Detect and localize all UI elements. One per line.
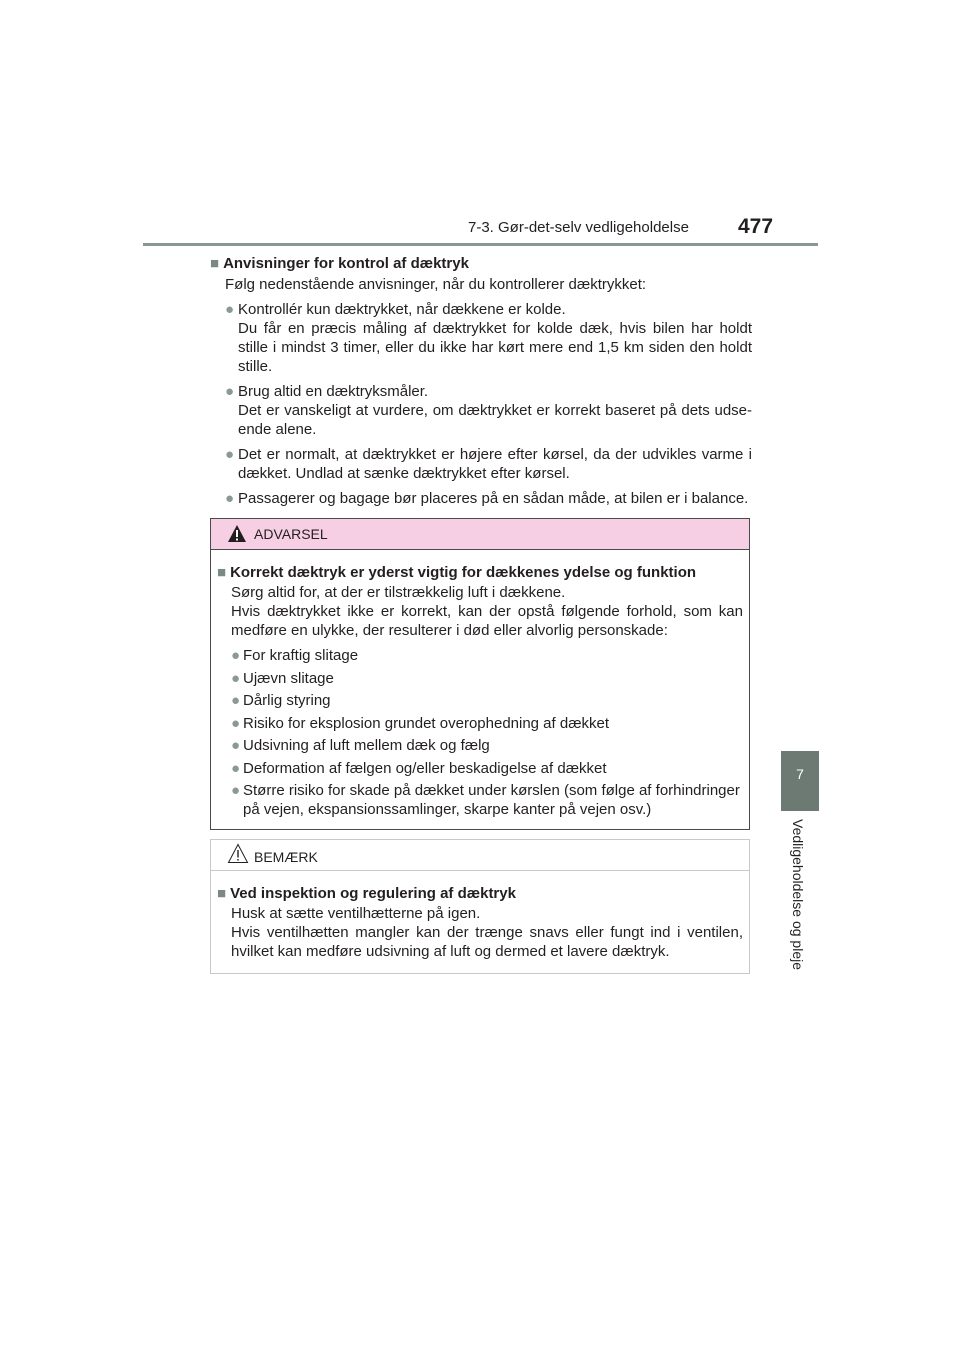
main-bullet-list	[210, 300, 752, 508]
warning-item-text: Dårlig styring	[243, 692, 331, 709]
list-item	[217, 646, 743, 665]
note-title: BEMÆRK	[254, 849, 318, 865]
page-number: 477	[738, 215, 774, 238]
chapter-number: 7	[796, 766, 804, 782]
bullet-dot-icon: ●	[231, 714, 241, 732]
bullet-dot-icon: ●	[231, 647, 241, 664]
bullet-line-1: Passagerer og bagage bør placeres på en sådan måde, at bilen er i balance.	[238, 490, 749, 507]
section-title: 7-3. Gør-det-selv vedligeholdelse	[468, 219, 689, 236]
warning-heading	[217, 563, 743, 582]
note-text-line-2: Hvis ventilhætten mangler kan der trænge snavs eller fungt ind i ventilen, hvilket kan medføre udsivning af luft og dermed et lavere dæktryk.	[231, 924, 743, 960]
warning-triangle-icon	[227, 524, 247, 543]
note-header	[211, 840, 749, 871]
bullet-dot-icon: ●	[231, 737, 241, 754]
header-rule	[143, 243, 818, 246]
warning-title: ADVARSEL	[254, 526, 328, 542]
warning-box	[210, 518, 750, 830]
note-box	[210, 839, 750, 974]
main-content	[210, 254, 752, 514]
square-marker-icon: ■	[217, 885, 227, 902]
warning-item-text: Udsivning af luft mellem dæk og fælg	[243, 737, 490, 754]
caution-triangle-icon	[227, 843, 249, 864]
warning-body	[211, 550, 749, 819]
note-text-line-1: Husk at sætte ventilhætterne på igen.	[231, 905, 481, 922]
list-item	[210, 300, 752, 376]
bullet-dot-icon: ●	[225, 446, 235, 463]
list-item	[217, 714, 743, 733]
bullet-line-2: Du får en præcis måling af dæktrykket for kolde dæk, hvis bilen har holdt stille i mindst 3 timer, eller du ikke har kørt mere end 1,5 km siden den holdt stille.	[238, 320, 752, 375]
warning-text	[217, 583, 743, 640]
note-text	[217, 904, 743, 961]
warning-bullet-list	[217, 646, 743, 819]
square-marker-icon: ■	[217, 564, 227, 581]
list-item	[210, 382, 752, 439]
bullet-line-1: Brug altid en dæktryksmåler.	[238, 383, 429, 400]
note-heading	[217, 884, 743, 903]
main-heading	[210, 254, 752, 273]
list-item	[217, 669, 743, 688]
warning-header	[211, 519, 749, 550]
list-item	[217, 736, 743, 755]
note-heading-text: Ved inspektion og regulering af dæktryk	[230, 885, 516, 902]
warning-heading-text: Korrekt dæktryk er yderst vigtig for dækkenes ydelse og funktion	[230, 564, 697, 581]
warning-item-text: Større risiko for skade på dækket under kørslen (som følge af forhindringer på vejen, ekspansionssamlinger, skarpe kanter på vejen osv.)	[243, 782, 740, 818]
warning-text-line-1: Sørg altid for, at der er tilstrækkelig luft i dækkene.	[231, 584, 566, 601]
note-body	[211, 871, 749, 961]
bullet-dot-icon: ●	[225, 490, 235, 507]
warning-text-line-2: Hvis dæktrykket ikke er korrekt, kan der opstå følgende forhold, som kan medføre en ulykke, der resulterer i død eller alvorlig personskade:	[231, 603, 743, 639]
chapter-tab	[781, 751, 819, 811]
warning-item-text: For kraftig slitage	[243, 647, 359, 664]
bullet-line-1: Det er normalt, at dæktrykket er højere efter kørsel, da der udvikles varme i dækket. Undlad at sænke dæktrykket efter kørsel.	[238, 446, 752, 482]
warning-item-text: Risiko for eksplosion grundet overophedning af dækket	[243, 714, 610, 732]
main-heading-text: Anvisninger for kontrol af dæktryk	[223, 255, 469, 272]
bullet-dot-icon: ●	[231, 669, 241, 687]
bullet-dot-icon: ●	[231, 759, 241, 777]
chapter-label: Vedligeholdelse og pleje	[790, 819, 806, 971]
bullet-dot-icon: ●	[231, 782, 241, 799]
list-item	[217, 781, 743, 819]
list-item	[210, 445, 752, 483]
warning-item-text: Deformation af fælgen og/eller beskadigelse af dækket	[243, 759, 607, 777]
bullet-line-1: Kontrollér kun dæktrykket, når dækkene er kolde.	[238, 301, 566, 318]
main-intro: Følg nedenstående anvisninger, når du kontrollerer dæktrykket:	[225, 276, 647, 293]
bullet-line-2: Det er vanskeligt at vurdere, om dæktrykket er korrekt baseret på dets udse- ende alene.	[238, 402, 752, 438]
list-item	[217, 691, 743, 710]
square-marker-icon: ■	[210, 255, 220, 272]
bullet-dot-icon: ●	[231, 692, 241, 709]
list-item	[210, 489, 752, 508]
bullet-dot-icon: ●	[225, 301, 235, 318]
list-item	[217, 759, 743, 778]
warning-item-text: Ujævn slitage	[243, 669, 334, 687]
bullet-dot-icon: ●	[225, 383, 235, 400]
